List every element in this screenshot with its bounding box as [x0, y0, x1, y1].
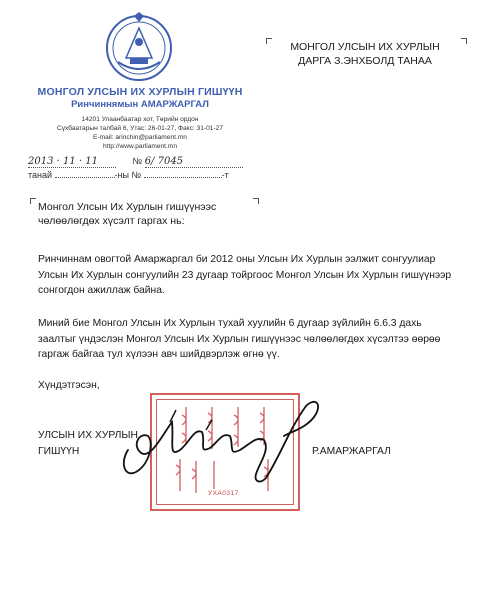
subject-line1: Монгол Улсын Их Хурлын гишүүнээс	[38, 201, 217, 213]
position-line1: УЛСЫН ИХ ХУРЛЫН	[38, 430, 138, 441]
number-handwritten: 6/ 7045	[145, 156, 243, 168]
body-paragraph-2: Миний бие Монгол Улсын Их Хурлын тухай хуулийн 6 дугаар зүйлийн 6.6.3 дахь заалтыг үндэслэн Монгол Улсын Их Хурлын гишүүнээс чөлөөлөгдөх хүсэлтээ өөрөө гаргаж байгаа тул хүлээн авч шийдвэрлэж өгнө үү.	[38, 318, 441, 360]
mongolia-state-emblem	[104, 12, 174, 82]
ref-number-blank	[144, 177, 222, 178]
email-line: E-mail: arinchin@parliament.mn	[93, 134, 187, 141]
signatory-name: Р.АМАРЖАРГАЛ	[312, 446, 391, 457]
number-symbol: №	[132, 156, 143, 166]
member-name: Ринчиннямын АМАРЖАРГАЛ	[71, 99, 209, 110]
reference-line	[28, 170, 263, 186]
website-line: http://www.parliament.mn	[102, 143, 178, 150]
ref-mid: -ны №	[114, 170, 142, 180]
org-name: МОНГОЛ УЛСЫН ИХ ХУРЛЫН ГИШҮҮН	[37, 86, 243, 98]
date-handwritten: 2013 · 11 · 11	[28, 156, 116, 168]
closing-regards: Хүндэтгэсэн,	[38, 380, 100, 391]
address-line: 14201 Улаанбаатар хот, Төрийн ордон	[81, 116, 199, 123]
subject-corner-mark	[30, 198, 36, 204]
addressee-line1: МОНГОЛ УЛСЫН ИХ ХУРЛЫН	[290, 41, 440, 53]
ref-prefix: танай	[28, 170, 53, 180]
position-line2: ГИШҮҮН	[38, 446, 80, 457]
ref-suffix: -т	[221, 170, 229, 180]
ref-date-blank	[55, 177, 115, 178]
addressee-line2: ДАРГА З.ЭНХБОЛД ТАНАА	[298, 55, 432, 67]
addressee-corner-mark	[461, 38, 467, 44]
stamp-code: УХА0317	[208, 490, 239, 497]
body-paragraph-1: Ринчиннам овогтой Амаржаргал би 2012 оны Улсын Их Хурлын ээлжит сонгуулиар Улсын Их Хурлын сонгуулийн 23 дугаар тойргоос Монгол Улсын Их Хурлын гишүүнээр сонгогдон ажиллаж байна.	[38, 254, 452, 296]
subject-line2: чөлөөлөгдөх хүсэлт гаргах нь:	[38, 215, 185, 227]
handwritten-signature	[110, 392, 330, 488]
phone-fax-line: Сүхбаатарын талбай 6, Утас: 26-01-27, Факс: 31-01-27	[56, 125, 223, 132]
